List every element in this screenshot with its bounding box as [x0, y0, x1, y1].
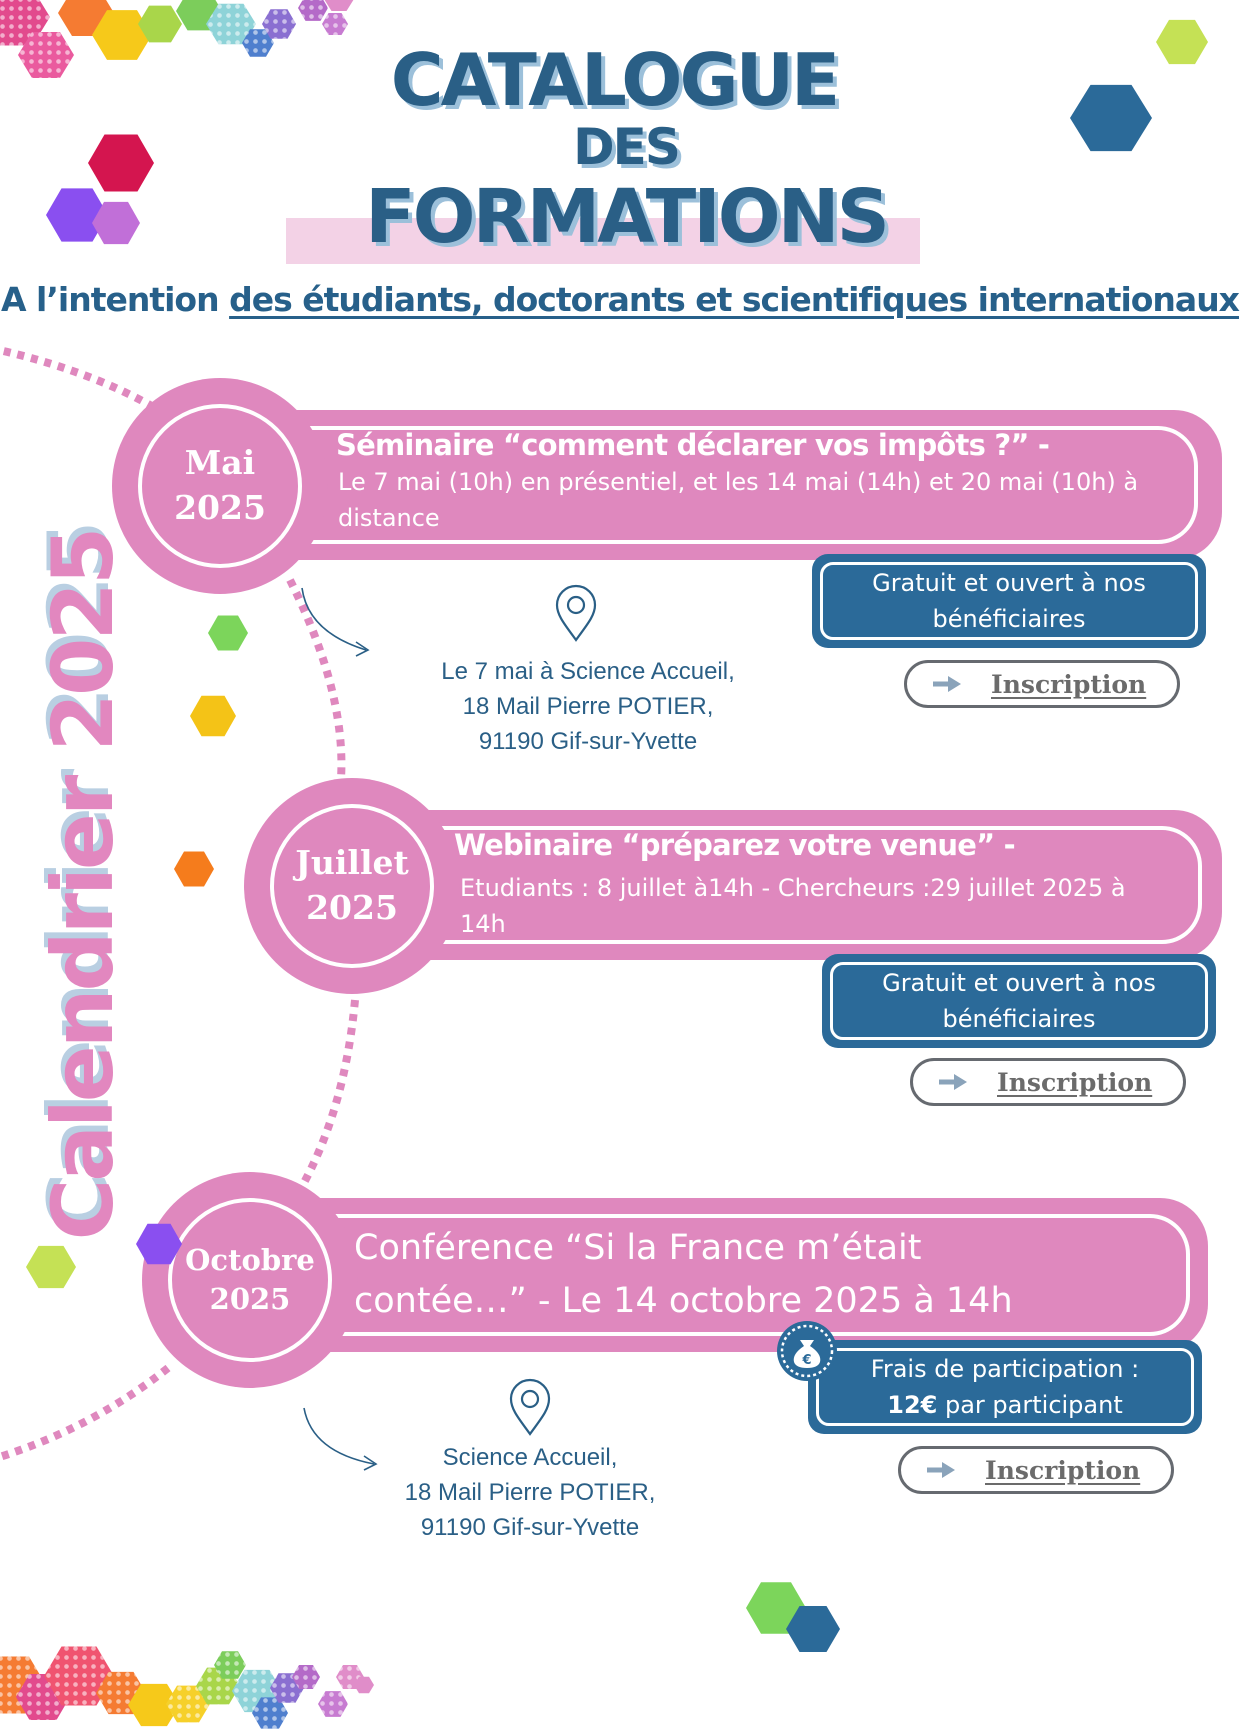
price: 12€: [887, 1391, 938, 1419]
inscription-button[interactable]: [898, 1446, 1174, 1494]
calendar-year-label: Calendrier 2025: [34, 529, 132, 1241]
event-title-line: Conférence “Si la France m’était: [354, 1228, 922, 1268]
event-address: [388, 654, 788, 759]
arrow-right-icon: [925, 1460, 957, 1480]
svg-text:€: €: [802, 1353, 812, 1368]
inscription-button[interactable]: [910, 1058, 1186, 1106]
event-title: Webinaire “préparez votre venue” -: [454, 828, 1015, 862]
inscription-button[interactable]: [904, 660, 1180, 708]
address-line: 91190 Gif-sur-Yvette: [478, 728, 698, 755]
address-line: Science Accueil,: [442, 1444, 618, 1471]
location-pin-icon: [508, 1378, 552, 1436]
event-month: Octobre: [185, 1242, 315, 1277]
address-line: 18 Mail Pierre POTIER,: [462, 693, 714, 720]
event-month: Juillet: [295, 843, 409, 883]
price-suffix: par participant: [937, 1391, 1123, 1419]
info-line: bénéficiaires: [932, 605, 1086, 633]
arrow-right-icon: [937, 1072, 969, 1092]
info-line: Gratuit et ouvert à nos: [882, 969, 1156, 997]
address-line: 18 Mail Pierre POTIER,: [404, 1479, 656, 1506]
date-circle: [244, 778, 460, 994]
date-circle: [112, 378, 328, 594]
event-detail: Le 7 mai (10h) en présentiel, et les 14 mai (14h) et 20 mai (10h) à distance: [338, 468, 1139, 532]
event-year: 2025: [306, 888, 398, 927]
event-year: 2025: [209, 1282, 291, 1316]
event-year: 2025: [174, 488, 266, 527]
event-title: [354, 1222, 1013, 1328]
subtitle-underlined: des étudiants, doctorants et scientifiques internationaux: [229, 280, 1239, 319]
info-line: [887, 1387, 1123, 1423]
info-line: Frais de participation :: [870, 1355, 1140, 1383]
event-info-box: [812, 554, 1206, 648]
inscription-link[interactable]: Inscription: [997, 1067, 1153, 1097]
info-line: bénéficiaires: [942, 1005, 1096, 1033]
event-detail: Etudiants : 8 juillet à14h - Chercheurs :29 juillet 2025 à 14h: [460, 874, 1126, 938]
audience-subtitle: [0, 280, 1240, 319]
event-info-box: [822, 954, 1216, 1048]
inscription-link[interactable]: Inscription: [985, 1455, 1141, 1485]
event-title-line: contée…” - Le 14 octobre 2025 à 14h: [354, 1281, 1013, 1321]
info-line: Gratuit et ouvert à nos: [872, 569, 1146, 597]
event-month: Mai: [184, 443, 256, 483]
catalogue-title-line1: CATALOGUE: [390, 38, 838, 122]
date-circle: [142, 1172, 358, 1388]
money-bag-euro-icon: [776, 1320, 838, 1382]
address-line: Le 7 mai à Science Accueil,: [441, 658, 735, 685]
event-address: [330, 1440, 730, 1545]
subtitle-plain: A l’intention: [1, 280, 230, 319]
inscription-link[interactable]: Inscription: [991, 669, 1147, 699]
catalogue-title-line3: FORMATIONS: [365, 174, 887, 260]
location-pin-icon: [554, 584, 598, 642]
event-info-box: [808, 1340, 1202, 1434]
arrow-right-icon: [931, 674, 963, 694]
catalogue-title-line2: DES: [573, 118, 679, 176]
event-title: Séminaire “comment déclarer vos impôts ?” -: [336, 428, 1050, 462]
address-line: 91190 Gif-sur-Yvette: [420, 1514, 640, 1541]
